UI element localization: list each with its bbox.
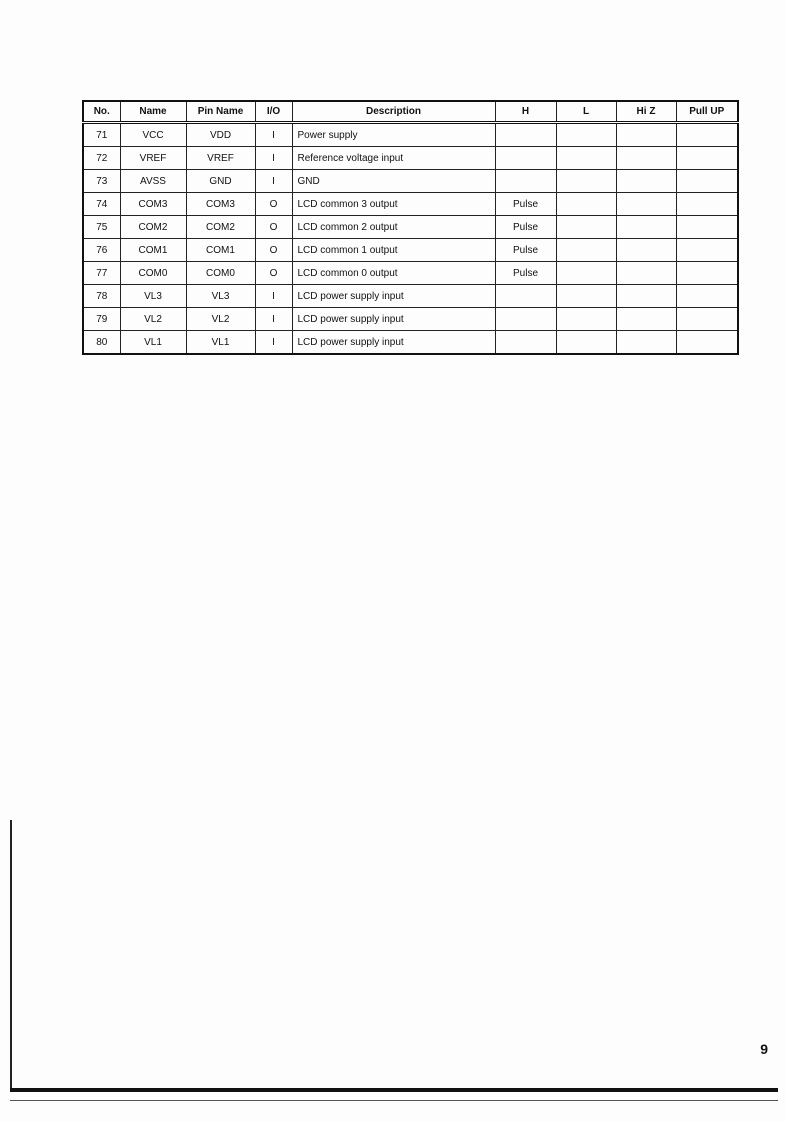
cell-no: 73 — [83, 170, 120, 193]
cell-pull-up — [676, 193, 738, 216]
cell-pin-name: COM1 — [186, 239, 255, 262]
cell-pull-up — [676, 147, 738, 170]
table-header — [83, 101, 738, 123]
cell-io: I — [255, 285, 292, 308]
cell-hi-z — [616, 147, 676, 170]
cell-pin-name: COM3 — [186, 193, 255, 216]
cell-pin-name: VL3 — [186, 285, 255, 308]
cell-pin-name: VREF — [186, 147, 255, 170]
cell-name: VL2 — [120, 308, 186, 331]
cell-description: LCD common 0 output — [292, 262, 495, 285]
cell-io: O — [255, 262, 292, 285]
cell-h — [495, 285, 556, 308]
header-name: Name — [120, 101, 186, 123]
cell-io: I — [255, 147, 292, 170]
cell-h — [495, 123, 556, 147]
cell-io: O — [255, 216, 292, 239]
table-row — [83, 262, 738, 285]
cell-name: COM2 — [120, 216, 186, 239]
cell-l — [556, 262, 616, 285]
cell-pull-up — [676, 262, 738, 285]
cell-io: I — [255, 308, 292, 331]
cell-name: VL1 — [120, 331, 186, 355]
cell-name: VCC — [120, 123, 186, 147]
cell-io: O — [255, 239, 292, 262]
cell-io: I — [255, 123, 292, 147]
table-row — [83, 239, 738, 262]
bottom-rule — [10, 1088, 778, 1092]
cell-l — [556, 285, 616, 308]
cell-l — [556, 239, 616, 262]
header-h: H — [495, 101, 556, 123]
cell-no: 78 — [83, 285, 120, 308]
table-body — [83, 123, 738, 355]
cell-no: 75 — [83, 216, 120, 239]
cell-hi-z — [616, 170, 676, 193]
cell-hi-z — [616, 262, 676, 285]
cell-h — [495, 170, 556, 193]
cell-no: 74 — [83, 193, 120, 216]
header-pin-name: Pin Name — [186, 101, 255, 123]
cell-pin-name: COM0 — [186, 262, 255, 285]
cell-l — [556, 331, 616, 355]
cell-io: O — [255, 193, 292, 216]
table-row — [83, 331, 738, 355]
cell-name: VREF — [120, 147, 186, 170]
cell-description: GND — [292, 170, 495, 193]
cell-pull-up — [676, 308, 738, 331]
cell-h — [495, 308, 556, 331]
cell-description: LCD power supply input — [292, 285, 495, 308]
header-row — [83, 101, 738, 123]
table-row — [83, 216, 738, 239]
cell-hi-z — [616, 216, 676, 239]
header-no: No. — [83, 101, 120, 123]
cell-pin-name: COM2 — [186, 216, 255, 239]
cell-no: 77 — [83, 262, 120, 285]
cell-h — [495, 331, 556, 355]
table-row — [83, 147, 738, 170]
cell-description: LCD common 1 output — [292, 239, 495, 262]
cell-io: I — [255, 331, 292, 355]
cell-l — [556, 123, 616, 147]
cell-pull-up — [676, 331, 738, 355]
cell-hi-z — [616, 331, 676, 355]
table-row — [83, 193, 738, 216]
cell-h: Pulse — [495, 262, 556, 285]
scan-margin-line — [10, 820, 12, 1090]
cell-pin-name: VL2 — [186, 308, 255, 331]
cell-hi-z — [616, 239, 676, 262]
cell-name: AVSS — [120, 170, 186, 193]
cell-hi-z — [616, 285, 676, 308]
page-number: 9 — [760, 1041, 768, 1057]
cell-description: LCD power supply input — [292, 331, 495, 355]
cell-hi-z — [616, 308, 676, 331]
cell-hi-z — [616, 193, 676, 216]
cell-name: VL3 — [120, 285, 186, 308]
cell-no: 80 — [83, 331, 120, 355]
cell-h: Pulse — [495, 193, 556, 216]
table-row — [83, 123, 738, 147]
cell-pull-up — [676, 239, 738, 262]
cell-pin-name: GND — [186, 170, 255, 193]
cell-no: 76 — [83, 239, 120, 262]
pin-description-table — [82, 100, 739, 355]
cell-no: 72 — [83, 147, 120, 170]
table-row — [83, 170, 738, 193]
cell-h: Pulse — [495, 239, 556, 262]
cell-description: Reference voltage input — [292, 147, 495, 170]
cell-pull-up — [676, 170, 738, 193]
bottom-rule-thin — [10, 1100, 778, 1101]
cell-pull-up — [676, 285, 738, 308]
cell-pin-name: VDD — [186, 123, 255, 147]
cell-l — [556, 216, 616, 239]
cell-pull-up — [676, 123, 738, 147]
cell-h: Pulse — [495, 216, 556, 239]
cell-h — [495, 147, 556, 170]
cell-description: LCD power supply input — [292, 308, 495, 331]
cell-l — [556, 308, 616, 331]
cell-hi-z — [616, 123, 676, 147]
cell-l — [556, 147, 616, 170]
cell-l — [556, 170, 616, 193]
cell-io: I — [255, 170, 292, 193]
cell-l — [556, 193, 616, 216]
cell-name: COM3 — [120, 193, 186, 216]
cell-no: 71 — [83, 123, 120, 147]
header-io: I/O — [255, 101, 292, 123]
cell-pull-up — [676, 216, 738, 239]
table-row — [83, 308, 738, 331]
header-pull-up: Pull UP — [676, 101, 738, 123]
cell-description: LCD common 2 output — [292, 216, 495, 239]
table-row — [83, 285, 738, 308]
cell-description: Power supply — [292, 123, 495, 147]
cell-name: COM0 — [120, 262, 186, 285]
cell-no: 79 — [83, 308, 120, 331]
cell-name: COM1 — [120, 239, 186, 262]
header-description: Description — [292, 101, 495, 123]
header-l: L — [556, 101, 616, 123]
header-hi-z: Hi Z — [616, 101, 676, 123]
cell-pin-name: VL1 — [186, 331, 255, 355]
cell-description: LCD common 3 output — [292, 193, 495, 216]
